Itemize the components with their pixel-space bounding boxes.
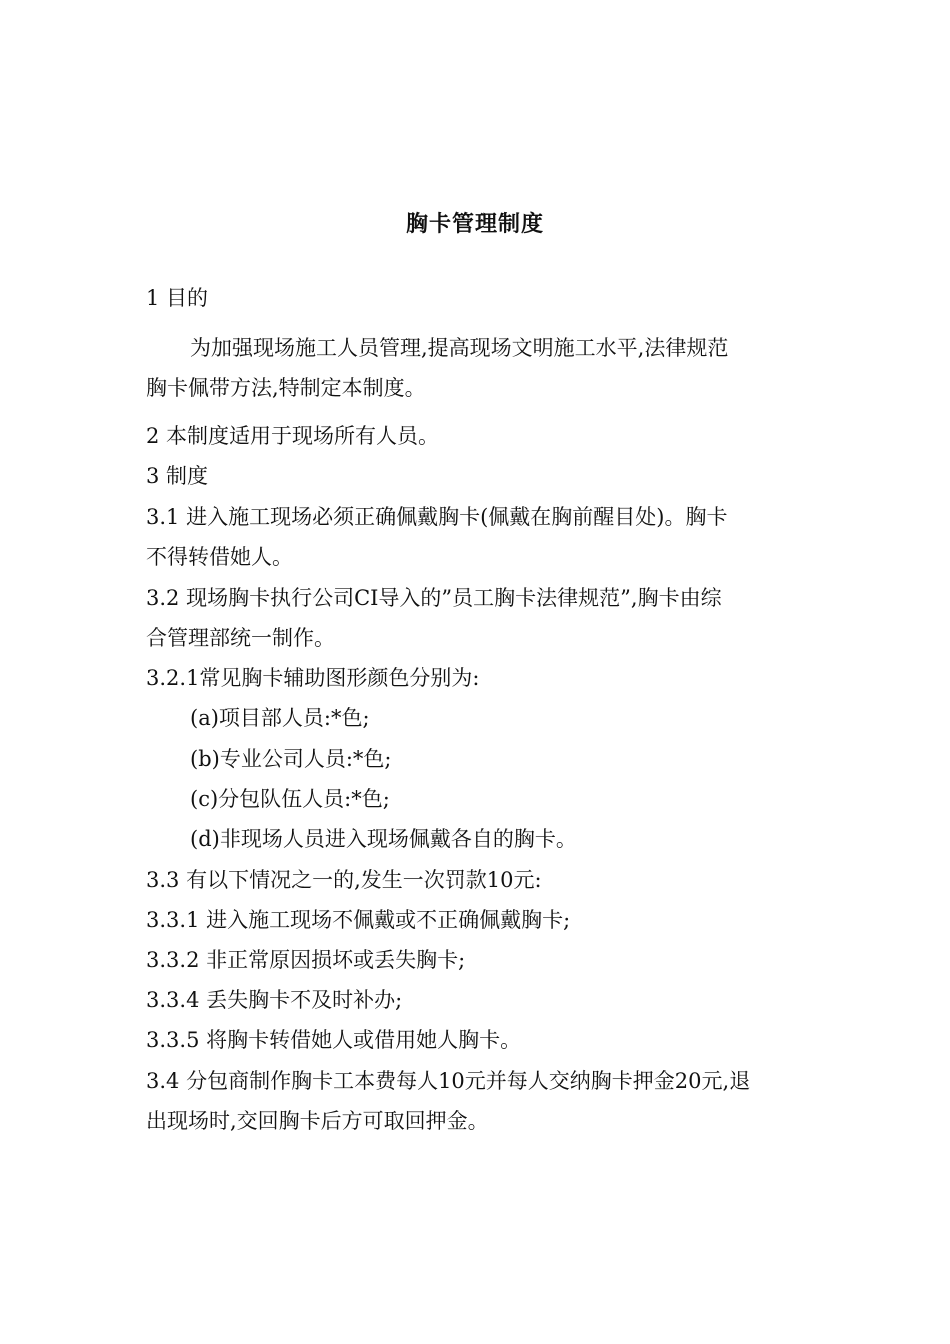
clause-3-3-4: 3.3.4 丢失胸卡不及时补办; bbox=[146, 988, 403, 1012]
clause-3-3-1: 3.3.1 进入施工现场不佩戴或不正确佩戴胸卡; bbox=[146, 908, 571, 932]
list-item-b: (b)专业公司人员:*色; bbox=[190, 747, 392, 771]
list-item-a: (a)项目部人员:*色; bbox=[190, 706, 370, 730]
section-1-heading: 1 目的 bbox=[146, 286, 209, 310]
clause-3-3-5: 3.3.5 将胸卡转借她人或借用她人胸卡。 bbox=[146, 1028, 522, 1052]
clause-3-2-line-2: 合管理部统一制作。 bbox=[146, 626, 335, 650]
clause-3-3: 3.3 有以下情况之一的,发生一次罚款10元: bbox=[146, 868, 542, 892]
clause-3-4-line-1: 3.4 分包商制作胸卡工本费每人10元并每人交纳胸卡押金20元,退 bbox=[146, 1069, 751, 1093]
clause-3-4-line-2: 出现场时,交回胸卡后方可取回押金。 bbox=[146, 1109, 489, 1133]
list-item-c: (c)分包队伍人员:*色; bbox=[190, 787, 390, 811]
clause-3-3-2: 3.3.2 非正常原因损坏或丢失胸卡; bbox=[146, 948, 466, 972]
document-title: 胸卡管理制度 bbox=[405, 212, 544, 237]
clause-3-1-line-2: 不得转借她人。 bbox=[146, 545, 293, 569]
purpose-paragraph-line-2: 胸卡佩带方法,特制定本制度。 bbox=[146, 376, 426, 400]
list-item-d: (d)非现场人员进入现场佩戴各自的胸卡。 bbox=[190, 827, 577, 851]
section-3-heading: 3 制度 bbox=[146, 464, 209, 488]
clause-3-2-1: 3.2.1常见胸卡辅助图形颜色分别为: bbox=[146, 666, 480, 690]
clause-3-2-line-1: 3.2 现场胸卡执行公司CI导入的”员工胸卡法律规范”,胸卡由综 bbox=[146, 586, 722, 610]
clause-3-1-line-1: 3.1 进入施工现场必须正确佩戴胸卡(佩戴在胸前醒目处)。胸卡 bbox=[146, 505, 728, 529]
section-2-text: 2 本制度适用于现场所有人员。 bbox=[146, 424, 440, 448]
purpose-paragraph-line-1: 为加强现场施工人员管理,提高现场文明施工水平,法律规范 bbox=[190, 336, 729, 360]
